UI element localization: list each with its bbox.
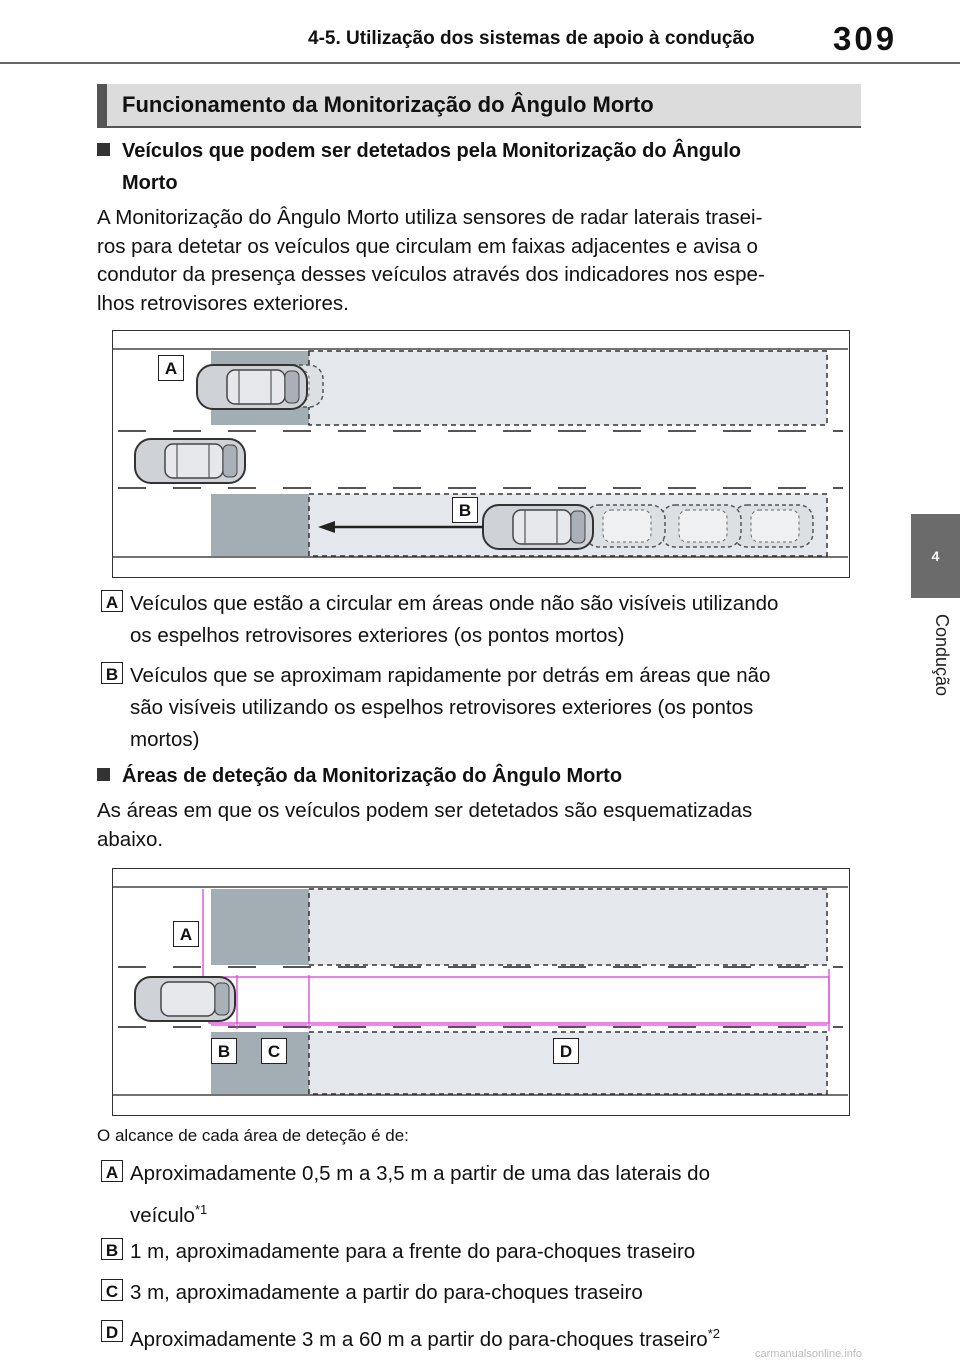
watermark: carmanualsonline.info	[755, 1348, 863, 1360]
legend-text: mortos)	[130, 728, 200, 751]
paragraph-line: lhos retrovisores exteriores.	[97, 291, 349, 315]
car-icon	[135, 977, 235, 1021]
figure-vehicles-detected	[112, 330, 850, 578]
chapter-title: 4-5. Utilização dos sistemas de apoio à condução	[308, 28, 755, 49]
legend-text: Aproximadamente 0,5 m a 3,5 m a partir de uma das laterais do	[130, 1162, 710, 1185]
legend-text: 3 m, aproximadamente a partir do para-choques traseiro	[130, 1281, 643, 1304]
paragraph-line: A Monitorização do Ângulo Morto utiliza sensores de radar laterais trasei-	[97, 206, 763, 229]
areas-paragraph	[97, 797, 857, 854]
legend-key: B	[101, 662, 123, 684]
paragraph-line: ros para detetar os veículos que circulam em faixas adjacentes e avisa o	[97, 234, 758, 258]
subsection-title: Áreas de deteção da Monitorização do Ângulo Morto	[122, 765, 623, 787]
square-bullet-icon	[97, 768, 110, 781]
legend-text	[130, 1194, 861, 1232]
footnote-ref[interactable]: *2	[707, 1326, 721, 1341]
legend-text: 1 m, aproximadamente para a frente do para-choques traseiro	[130, 1240, 696, 1263]
figure-label-b: B	[211, 1038, 237, 1064]
range-intro: O alcance de cada área de deteção é de:	[97, 1126, 409, 1145]
legend-item-a	[101, 588, 861, 652]
car-icon	[197, 365, 323, 409]
legend-text-line: Aproximadamente 3 m a 60 m a partir do para-choques traseiro	[130, 1327, 708, 1351]
car-icon	[135, 439, 245, 483]
legend-text	[130, 1318, 861, 1356]
legend-key: D	[101, 1320, 123, 1342]
legend-key: C	[101, 1279, 123, 1301]
legend-text-word: veículo	[130, 1203, 195, 1227]
legend-item-a	[101, 1158, 861, 1232]
paragraph-line: abaixo.	[97, 827, 164, 851]
figure-label-d: D	[553, 1038, 579, 1064]
legend-text: são visíveis utilizando os espelhos retrovisores exteriores (os pontos	[130, 696, 754, 719]
subsection-heading-2	[97, 765, 622, 788]
road-diagram-2	[113, 869, 848, 1114]
legend-item-b	[101, 1236, 861, 1268]
road-diagram-1	[113, 331, 848, 576]
chapter-tab-label: Condução	[932, 614, 952, 697]
legend-item-c	[101, 1277, 861, 1309]
intro-paragraph	[97, 204, 857, 318]
subsection-title-cont: Morto	[122, 172, 178, 194]
legend-text: Veículos que se aproximam rapidamente por detrás em áreas que não	[130, 664, 771, 687]
section-title: Funcionamento da Monitorização do Ângulo Morto	[122, 92, 654, 117]
legend-item-b	[101, 660, 861, 756]
car-icon	[483, 505, 813, 549]
legend-text: Veículos que estão a circular em áreas onde não são visíveis utilizando	[130, 592, 779, 615]
figure-label-c: C	[261, 1038, 287, 1064]
page-number: 309	[833, 20, 898, 57]
paragraph-line: condutor da presença desses veículos através dos indicadores nos espe-	[97, 263, 765, 286]
section-heading	[97, 84, 861, 128]
figure-detection-areas	[112, 868, 850, 1116]
legend-key: A	[101, 590, 123, 612]
legend-item-d	[101, 1318, 861, 1356]
figure-label-a: A	[158, 355, 184, 381]
subsection-heading-1	[97, 140, 741, 163]
chapter-tab[interactable]: 4	[911, 514, 960, 598]
subsection-title: Veículos que podem ser detetados pela Monitorização do Ângulo	[122, 140, 741, 162]
footnote-ref[interactable]: *1	[194, 1202, 208, 1217]
header-rule	[0, 62, 960, 64]
legend-key: B	[101, 1238, 123, 1260]
figure-label-b: B	[452, 497, 478, 523]
paragraph-line: As áreas em que os veículos podem ser detetados são esquematizadas	[97, 799, 753, 822]
legend-key: A	[101, 1160, 123, 1182]
figure-label-a: A	[173, 921, 199, 947]
legend-text: os espelhos retrovisores exteriores (os pontos mortos)	[130, 624, 625, 647]
square-bullet-icon	[97, 143, 110, 156]
